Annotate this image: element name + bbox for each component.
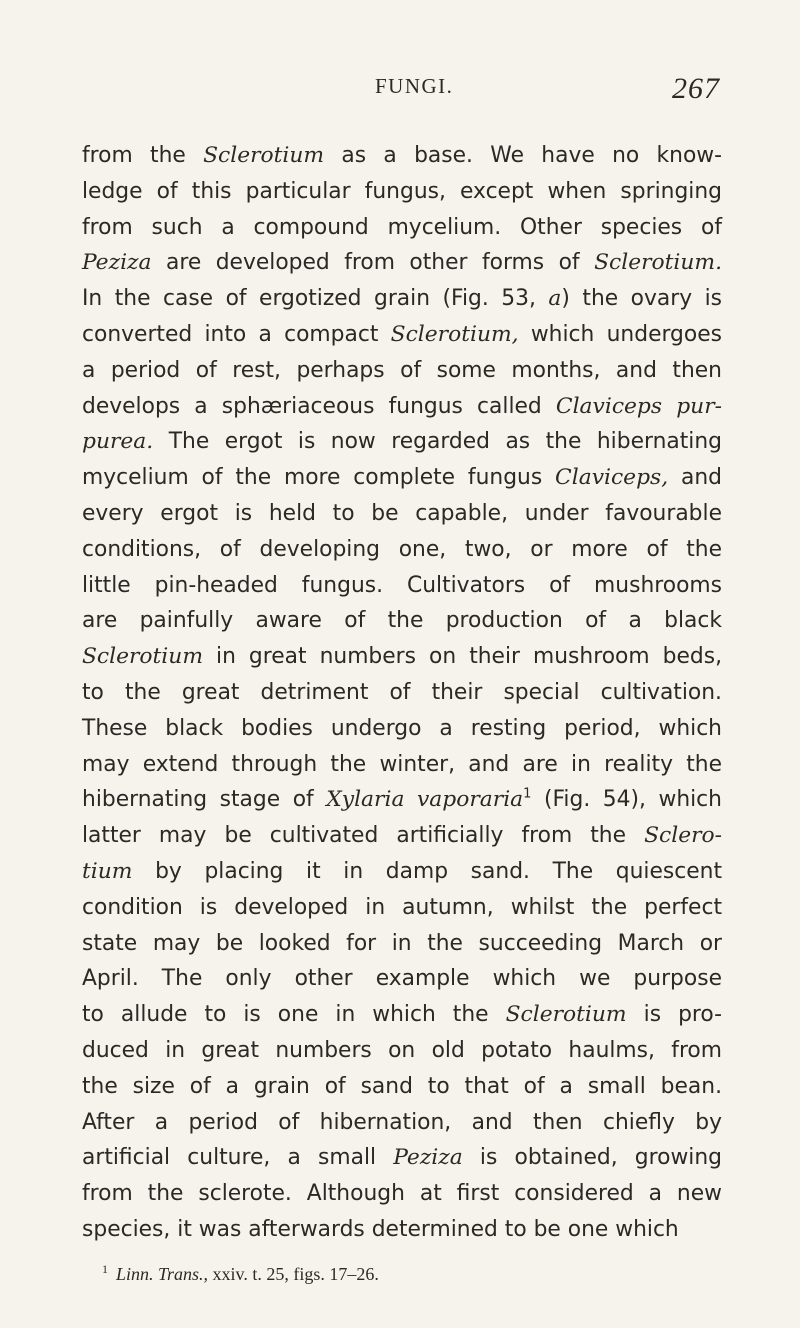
text-run: are developed from other forms of bbox=[151, 250, 595, 276]
text-line bbox=[82, 389, 722, 425]
text-line bbox=[82, 961, 722, 997]
italic-text: Peziza bbox=[393, 1145, 463, 1171]
italic-text: Claviceps, bbox=[555, 465, 669, 491]
italic-text: Sclero- bbox=[644, 823, 722, 849]
text-run: latter may be cultivated artificially from the bbox=[82, 823, 645, 849]
text-run: artificial culture, a small bbox=[82, 1145, 394, 1171]
text-run: duced in great numbers on old potato haulms, from bbox=[82, 1037, 722, 1063]
text-run: ledge of this particular fungus, except when springing bbox=[82, 178, 722, 204]
footnote-source: Linn. Trans. bbox=[116, 1264, 204, 1284]
text-run: After a period of hibernation, and then chiefly by bbox=[82, 1109, 722, 1135]
text-line bbox=[82, 245, 722, 281]
text-line bbox=[82, 818, 722, 854]
text-line bbox=[82, 281, 722, 317]
text-run: little pin-headed fungus. Cultivators of mushrooms bbox=[82, 572, 722, 598]
text-line bbox=[82, 603, 722, 639]
text-line bbox=[82, 568, 722, 604]
text-line bbox=[82, 353, 722, 389]
italic-text: Sclerotium, bbox=[390, 321, 519, 347]
text-run: to the great detriment of their special cultivation. bbox=[82, 679, 722, 705]
text-run: in great numbers on their mushroom beds, bbox=[203, 644, 722, 670]
running-head bbox=[0, 74, 800, 114]
text-run: may extend through the winter, and are in reality the bbox=[82, 751, 722, 777]
text-run: April. The only other example which we purpose bbox=[82, 966, 722, 992]
text-run: a period of rest, perhaps of some months, and then bbox=[82, 357, 722, 383]
text-line bbox=[82, 496, 722, 532]
text-run: from the sclerote. Although at first considered a new bbox=[82, 1181, 722, 1207]
italic-text: a bbox=[548, 286, 562, 312]
text-run: The ergot is now regarded as the hibernating bbox=[153, 429, 722, 455]
text-line bbox=[82, 1176, 722, 1212]
text-line bbox=[82, 1033, 722, 1069]
italic-text: Xylaria vaporaria bbox=[326, 787, 524, 813]
text-line bbox=[82, 460, 722, 496]
italic-text: tium bbox=[82, 858, 133, 884]
text-run: develops a sphæriaceous fungus called bbox=[82, 393, 556, 419]
text-run: which undergoes bbox=[518, 321, 722, 347]
text-run: These black bodies undergo a resting period, which bbox=[82, 715, 722, 741]
text-line bbox=[82, 675, 722, 711]
text-line bbox=[82, 1105, 722, 1141]
footnote-text: , xxiv. t. 25, figs. 17–26. bbox=[203, 1264, 379, 1284]
text-line bbox=[82, 138, 722, 174]
italic-text: Claviceps pur- bbox=[555, 393, 722, 419]
text-run: and bbox=[668, 465, 722, 491]
text-line bbox=[82, 926, 722, 962]
text-run: from the bbox=[82, 143, 204, 168]
text-run: are painfully aware of the production of a black bbox=[82, 608, 722, 634]
running-head-title: FUNGI. bbox=[375, 74, 454, 98]
text-run: is pro- bbox=[626, 1002, 722, 1028]
text-run: from such a compound mycelium. Other species of bbox=[82, 214, 722, 240]
text-run: by placing it in damp sand. The quiescent bbox=[132, 858, 722, 884]
text-run: In the case of ergotized grain (Fig. 53, bbox=[82, 286, 549, 312]
text-line bbox=[82, 890, 722, 926]
page-number: 267 bbox=[672, 72, 720, 105]
text-line bbox=[82, 1069, 722, 1105]
text-line bbox=[82, 711, 722, 747]
text-line bbox=[82, 532, 722, 568]
text-run: every ergot is held to be capable, under favourable bbox=[82, 500, 722, 526]
italic-text: Sclerotium bbox=[82, 644, 203, 670]
text-line bbox=[82, 782, 722, 818]
text-run: state may be looked for in the succeeding March or bbox=[82, 930, 722, 956]
italic-text: Sclerotium bbox=[505, 1002, 627, 1028]
text-line bbox=[82, 174, 722, 210]
footnote-mark: 1 bbox=[102, 1262, 108, 1276]
italic-text: Sclerotium bbox=[203, 143, 325, 168]
text-line bbox=[82, 317, 722, 353]
footnote-reference: 1 bbox=[523, 787, 532, 803]
text-run: the size of a grain of sand to that of a small bean. bbox=[82, 1073, 722, 1099]
text-run: to allude to is one in which the bbox=[82, 1002, 506, 1028]
italic-text: Sclerotium. bbox=[594, 250, 722, 276]
text-line bbox=[82, 1212, 722, 1248]
text-run: conditions, of developing one, two, or more of the bbox=[82, 536, 722, 562]
text-run: (Fig. 54), which bbox=[531, 787, 722, 813]
text-line bbox=[82, 210, 722, 246]
text-line bbox=[82, 747, 722, 783]
text-run: converted into a compact bbox=[82, 321, 391, 347]
text-run: hibernating stage of bbox=[82, 787, 327, 813]
text-run: mycelium of the more complete fungus bbox=[82, 465, 556, 491]
text-run: condition is developed in autumn, whilst the perfect bbox=[82, 894, 722, 920]
footnote bbox=[102, 1262, 722, 1285]
italic-text: purea. bbox=[82, 429, 154, 455]
italic-text: Peziza bbox=[82, 250, 152, 276]
text-run: as a base. We have no know- bbox=[324, 143, 722, 168]
text-line bbox=[82, 639, 722, 675]
text-run: ) the ovary is bbox=[561, 286, 722, 312]
text-run: is obtained, growing bbox=[462, 1145, 722, 1171]
text-line bbox=[82, 854, 722, 890]
text-line bbox=[82, 1140, 722, 1176]
text-line bbox=[82, 997, 722, 1033]
text-line bbox=[82, 424, 722, 460]
text-run: species, it was afterwards determined to be one which bbox=[82, 1216, 679, 1242]
body-text bbox=[82, 138, 722, 1248]
